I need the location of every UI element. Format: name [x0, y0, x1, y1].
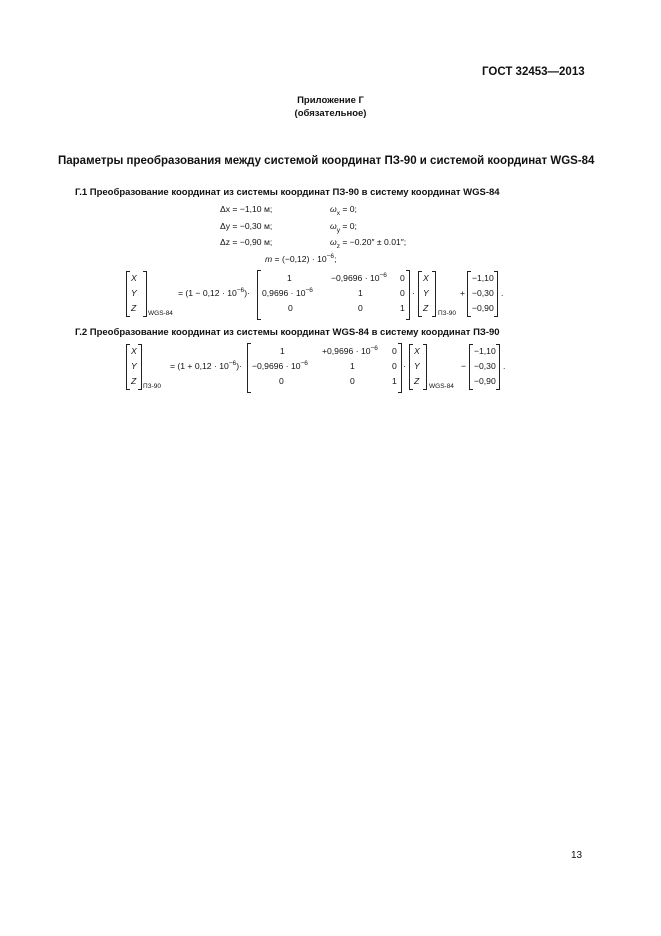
g2-scale-factor	[170, 361, 242, 371]
g2-matrix-r3c2: 0	[350, 376, 355, 386]
g2-rhs-z: Z	[414, 376, 420, 386]
offset-bracket-left	[467, 271, 471, 317]
section-g1-heading: Г.1 Преобразование координат из системы координат ПЗ-90 в систему координат WGS-84	[75, 187, 500, 198]
g2-matrix-r2c1-value: −0,9696 · 10	[252, 361, 301, 371]
g2-offset-bracket-left	[469, 344, 473, 390]
g2-offset-x: −1,10	[474, 346, 496, 356]
matrix-r3c3: 1	[400, 303, 405, 313]
matrix-r2c3: 0	[400, 288, 405, 298]
offset-z: −0,90	[472, 303, 494, 313]
g2-matrix-r1c1: 1	[280, 346, 285, 356]
g2-scale-exp: −6	[228, 360, 237, 367]
param-dx-value: = −1,10 м;	[230, 204, 273, 214]
lhs-z: Z	[131, 303, 137, 313]
lhs-y: Y	[131, 288, 137, 298]
standard-number: ГОСТ 32453—2013	[482, 66, 585, 78]
page-number: 13	[571, 850, 583, 861]
param-wy-label: ω	[330, 221, 337, 231]
param-m-end: ;	[334, 254, 337, 264]
g2-scale-prefix: = (1 + 0,12 · 10	[170, 361, 229, 371]
rhs-system: ПЗ-90	[438, 310, 456, 317]
multiply-dot: ·	[412, 288, 415, 298]
lhs-bracket-left	[126, 271, 130, 317]
param-wz	[330, 237, 407, 250]
param-m-exp: −6	[326, 253, 335, 260]
g2-offset-z: −0,90	[474, 376, 496, 386]
param-m-label: m	[265, 254, 273, 264]
g2-offset-y: −0,30	[474, 361, 496, 371]
offset-y: −0,30	[472, 288, 494, 298]
param-wz-value: = −0.20″ ± 0.01″;	[339, 237, 407, 247]
g2-matrix-bracket-right	[398, 343, 402, 393]
param-wy-value: = 0;	[339, 221, 357, 231]
matrix-bracket-right	[406, 270, 410, 320]
g2-matrix-bracket-left	[247, 343, 251, 393]
matrix-r2c2: 1	[358, 288, 363, 298]
param-dz-value: = −0,90 м;	[230, 237, 273, 247]
offset-x: −1,10	[472, 273, 494, 283]
matrix-r2c1-exp: −6	[305, 287, 313, 294]
param-dz-label: Δz	[220, 237, 231, 247]
offset-operator: +	[460, 288, 466, 298]
param-dy-label: Δy	[220, 221, 231, 231]
g2-lhs-y: Y	[131, 361, 137, 371]
param-wz-label: ω	[330, 237, 337, 247]
matrix-r1c2-exp: −6	[379, 272, 387, 279]
matrix-r1c1: 1	[287, 273, 292, 283]
param-dz	[220, 237, 272, 247]
g2-rhs-system: WGS-84	[429, 383, 454, 390]
g2-matrix-r2c1-exp: −6	[300, 360, 308, 367]
lhs-x: X	[131, 273, 137, 283]
section-g2-heading: Г.2 Преобразование координат из системы координат WGS-84 в систему координат ПЗ-90	[75, 327, 500, 338]
param-m-value: = (−0,12) · 10	[272, 254, 327, 264]
offset-bracket-right	[494, 271, 498, 317]
scale-suffix: )·	[244, 288, 250, 298]
g2-matrix-r1c3: 0	[392, 346, 397, 356]
g2-equation-end: .	[503, 361, 506, 371]
param-dx	[220, 204, 272, 214]
g2-lhs-system: ПЗ-90	[143, 383, 161, 390]
rhs-y: Y	[423, 288, 429, 298]
g2-matrix-r1c2	[322, 346, 378, 356]
g2-rhs-bracket-left	[409, 344, 413, 390]
rhs-bracket-left	[418, 271, 422, 317]
matrix-r2c1-value: 0,9696 · 10	[262, 288, 306, 298]
g2-matrix-r1c2-value: +0,9696 · 10	[322, 346, 371, 356]
g2-lhs-z: Z	[131, 376, 137, 386]
g2-lhs-bracket-left	[126, 344, 130, 390]
g2-rhs-y: Y	[414, 361, 420, 371]
rhs-x: X	[423, 273, 429, 283]
g2-multiply-dot: ·	[403, 361, 406, 371]
rhs-z: Z	[423, 303, 429, 313]
g2-matrix-r3c1: 0	[279, 376, 284, 386]
g2-offset-bracket-right	[496, 344, 500, 390]
appendix-status: (обязательное)	[294, 108, 367, 119]
matrix-r1c3: 0	[400, 273, 405, 283]
g2-matrix-r2c2: 1	[350, 361, 355, 371]
param-wy	[330, 221, 357, 234]
scale-factor	[178, 288, 250, 298]
scale-exp: −6	[236, 287, 245, 294]
matrix-r1c2-value: −0,9696 · 10	[331, 273, 380, 283]
appendix-title: Приложение Г	[297, 95, 364, 106]
param-wx-sub: x	[336, 210, 340, 217]
equation-end: .	[501, 288, 504, 298]
g2-matrix-r2c3: 0	[392, 361, 397, 371]
param-wy-sub: y	[336, 227, 340, 234]
scale-prefix: = (1 − 0,12 · 10	[178, 288, 237, 298]
g2-lhs-x: X	[131, 346, 137, 356]
param-dy	[220, 221, 272, 231]
matrix-r3c2: 0	[358, 303, 363, 313]
rhs-bracket-right	[432, 271, 436, 317]
param-wz-sub: z	[336, 243, 340, 250]
g2-scale-suffix: )·	[236, 361, 242, 371]
g2-matrix-r2c1	[252, 361, 308, 371]
g2-lhs-bracket-right	[138, 344, 142, 390]
matrix-r1c2	[331, 273, 387, 283]
matrix-bracket-left	[257, 270, 261, 320]
param-wx-label: ω	[330, 204, 337, 214]
param-m	[265, 254, 336, 264]
param-dy-value: = −0,30 м;	[230, 221, 273, 231]
matrix-r3c1: 0	[288, 303, 293, 313]
matrix-r2c1	[262, 288, 313, 298]
g2-matrix-r3c3: 1	[392, 376, 397, 386]
lhs-bracket-right	[143, 271, 147, 317]
param-dx-label: Δx	[220, 204, 231, 214]
lhs-system: WGS-84	[148, 310, 173, 317]
g2-rhs-bracket-right	[423, 344, 427, 390]
param-wx	[330, 204, 357, 217]
g2-matrix-r1c2-exp: −6	[370, 345, 378, 352]
param-wx-value: = 0;	[339, 204, 357, 214]
main-title: Параметры преобразования между системой координат ПЗ-90 и системой координат WGS-84	[58, 155, 595, 167]
g2-rhs-x: X	[414, 346, 420, 356]
g2-offset-operator: −	[461, 361, 467, 371]
